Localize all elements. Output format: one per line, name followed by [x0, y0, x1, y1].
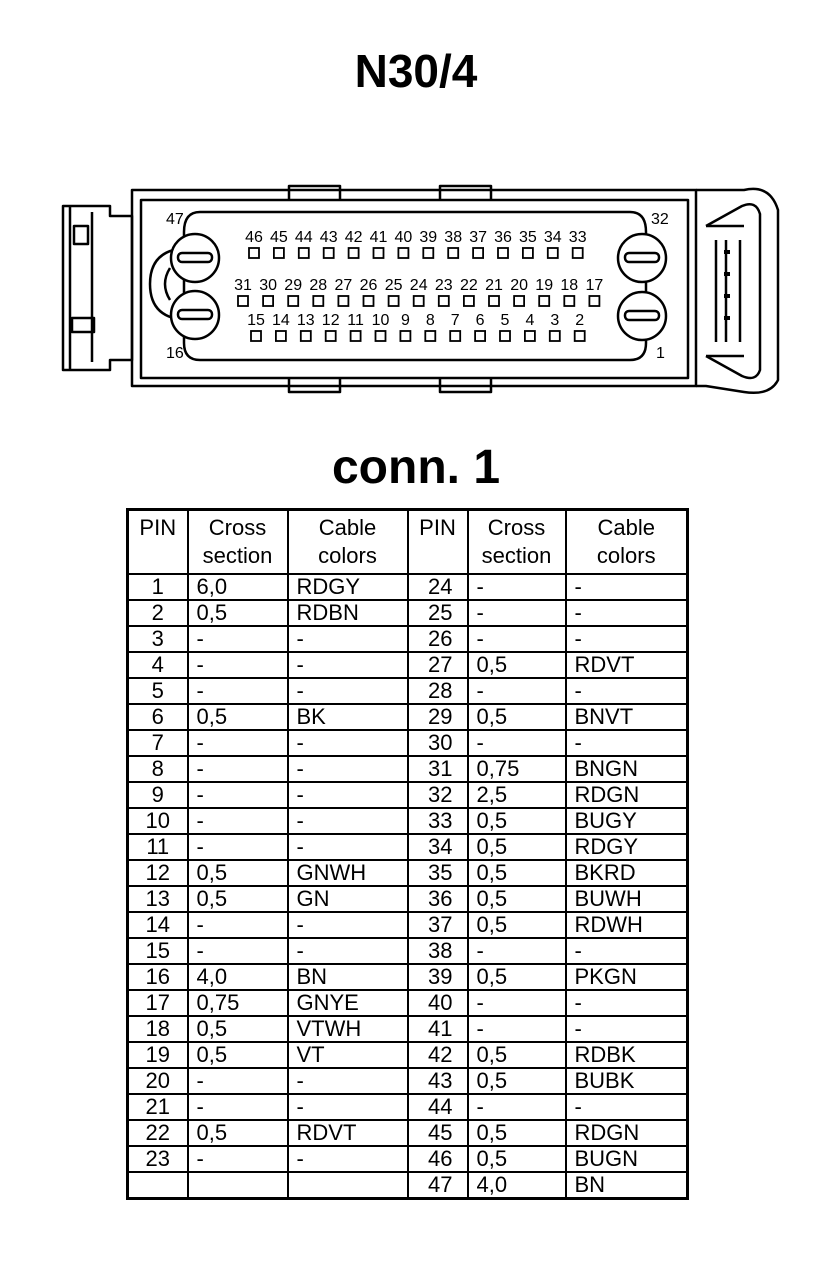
table-row — [128, 860, 688, 886]
cable-color-cell: - — [288, 652, 408, 678]
cable-color-cell: BN — [566, 1172, 688, 1199]
pin-label: 17 — [585, 277, 604, 294]
cross-section-cell: 0,5 — [468, 704, 566, 730]
pin-label: 34 — [543, 229, 562, 246]
pin-label: 2 — [575, 312, 585, 329]
pin-number-cell: 8 — [128, 756, 188, 782]
pin-number-cell: 2 — [128, 600, 188, 626]
pin-label: 14 — [272, 312, 290, 329]
page-title: N30/4 — [354, 45, 478, 97]
cross-section-cell: 0,5 — [468, 834, 566, 860]
pin-label: 3 — [550, 312, 560, 329]
cable-color-cell: - — [288, 808, 408, 834]
pin-label: 37 — [469, 229, 487, 246]
cross-section-cell: - — [188, 626, 288, 652]
pin-number-cell: 15 — [128, 938, 188, 964]
table-row — [128, 730, 688, 756]
cross-section-cell: 0,5 — [468, 1068, 566, 1094]
pin-number-cell: 33 — [408, 808, 468, 834]
cross-section-cell: - — [188, 808, 288, 834]
table-row — [128, 1172, 688, 1199]
pin-label: 45 — [270, 229, 288, 246]
cross-section-cell: 0,5 — [468, 912, 566, 938]
table-row — [128, 834, 688, 860]
connector-title: conn. 1 — [331, 441, 501, 494]
corner-label-1: 1 — [656, 345, 665, 362]
cable-color-cell: VTWH — [288, 1016, 408, 1042]
pin-contact — [398, 248, 408, 258]
pin-contact — [301, 331, 311, 341]
pin-contact — [525, 331, 535, 341]
header-pin: PIN — [408, 510, 468, 575]
cable-color-cell: - — [566, 938, 688, 964]
pin-contact — [539, 296, 549, 306]
pin-label: 15 — [247, 312, 265, 329]
pin-contact — [400, 331, 410, 341]
cable-color-cell: RDWH — [566, 912, 688, 938]
cable-color-cell: - — [288, 1068, 408, 1094]
cable-color-cell: GNYE — [288, 990, 408, 1016]
cable-color-cell: BUWH — [566, 886, 688, 912]
cable-color-cell: - — [288, 756, 408, 782]
pin-label: 20 — [510, 277, 528, 294]
cross-section-cell: - — [188, 1094, 288, 1120]
pin-number-cell: 11 — [128, 834, 188, 860]
cable-color-cell: RDVT — [288, 1120, 408, 1146]
cross-section-cell: 6,0 — [188, 574, 288, 600]
cross-section-cell: 0,5 — [468, 886, 566, 912]
pin-label: 5 — [500, 312, 510, 329]
pin-number-cell: 21 — [128, 1094, 188, 1120]
pin-label: 11 — [347, 312, 364, 329]
pin-number-cell: 47 — [408, 1172, 468, 1199]
pin-number-cell: 34 — [408, 834, 468, 860]
pin-contact — [550, 331, 560, 341]
pin-number-cell: 44 — [408, 1094, 468, 1120]
pin-contact — [249, 248, 259, 258]
pin-number-cell: 1 — [128, 574, 188, 600]
cross-section-cell: 0,5 — [468, 1120, 566, 1146]
pin-contact — [288, 296, 298, 306]
table-row — [128, 574, 688, 600]
pin-label: 26 — [359, 277, 378, 294]
pin-number-cell: 5 — [128, 678, 188, 704]
screw-bottom-right-icon — [618, 292, 666, 340]
cable-color-cell: - — [288, 912, 408, 938]
pin-contact — [326, 331, 336, 341]
cable-color-cell: BK — [288, 704, 408, 730]
pin-number-cell: 6 — [128, 704, 188, 730]
cable-color-cell: GNWH — [288, 860, 408, 886]
table-row — [128, 600, 688, 626]
pin-label: 31 — [234, 277, 252, 294]
pin-contact — [263, 296, 273, 306]
cross-section-cell: 0,75 — [468, 756, 566, 782]
cross-section-cell: - — [188, 730, 288, 756]
pin-contact — [389, 296, 399, 306]
pin-contact — [276, 331, 286, 341]
cable-color-cell: - — [288, 678, 408, 704]
pin-number-cell: 32 — [408, 782, 468, 808]
pin-label: 30 — [259, 277, 277, 294]
cross-section-cell: 4,0 — [468, 1172, 566, 1199]
pin-contact — [414, 296, 424, 306]
cross-section-cell: 0,5 — [188, 886, 288, 912]
cable-color-cell: - — [566, 678, 688, 704]
cable-color-cell: VT — [288, 1042, 408, 1068]
header-cable-colors: Cable colors — [566, 510, 688, 575]
cross-section-cell: 0,5 — [188, 1042, 288, 1068]
pin-label: 42 — [344, 229, 363, 246]
pin-label: 22 — [460, 277, 478, 294]
cross-section-cell: - — [468, 600, 566, 626]
cable-color-cell: RDGN — [566, 782, 688, 808]
cable-color-cell: - — [288, 938, 408, 964]
cable-color-cell: RDGN — [566, 1120, 688, 1146]
pin-label: 10 — [371, 312, 390, 329]
cross-section-cell: 0,5 — [468, 1042, 566, 1068]
pin-label: 9 — [400, 312, 410, 329]
pin-number-cell: 25 — [408, 600, 468, 626]
cross-section-cell: - — [468, 1094, 566, 1120]
pin-number-cell: 27 — [408, 652, 468, 678]
pin-label: 21 — [485, 277, 503, 294]
table-row — [128, 704, 688, 730]
pin-label: 33 — [568, 229, 587, 246]
pin-contact — [376, 331, 386, 341]
pin-contact — [564, 296, 574, 306]
pin-contact — [475, 331, 485, 341]
pin-label: 25 — [384, 277, 403, 294]
cable-color-cell: RDVT — [566, 652, 688, 678]
pin-number-cell: 39 — [408, 964, 468, 990]
cable-color-cell: - — [566, 600, 688, 626]
table-row — [128, 1042, 688, 1068]
cross-section-cell: - — [468, 678, 566, 704]
pin-number-cell: 42 — [408, 1042, 468, 1068]
cable-color-cell: BUBK — [566, 1068, 688, 1094]
cross-section-cell: 0,5 — [188, 860, 288, 886]
corner-label-32: 32 — [651, 211, 669, 228]
pin-number-cell: 37 — [408, 912, 468, 938]
cable-color-cell: RDGY — [288, 574, 408, 600]
header-cross-section: Cross section — [188, 510, 288, 575]
pin-contact — [575, 331, 585, 341]
pin-contact — [500, 331, 510, 341]
cross-section-cell: - — [468, 574, 566, 600]
corner-label-16: 16 — [166, 345, 184, 362]
pin-label: 36 — [494, 229, 512, 246]
table-row — [128, 1016, 688, 1042]
cross-section-cell: 2,5 — [468, 782, 566, 808]
pin-contact — [425, 331, 435, 341]
cross-section-cell: - — [188, 652, 288, 678]
pin-contact — [464, 296, 474, 306]
table-row — [128, 756, 688, 782]
cross-section-cell: 0,5 — [468, 808, 566, 834]
pin-number-cell: 7 — [128, 730, 188, 756]
cross-section-cell: 0,5 — [468, 1146, 566, 1172]
cable-color-cell: GN — [288, 886, 408, 912]
cable-color-cell: BNGN — [566, 756, 688, 782]
screw-top-left-icon — [171, 234, 219, 282]
table-row — [128, 1146, 688, 1172]
pin-contact — [450, 331, 460, 341]
cable-color-cell: - — [288, 1146, 408, 1172]
pin-label: 46 — [245, 229, 263, 246]
pin-contact — [448, 248, 458, 258]
cross-section-cell: 0,5 — [188, 600, 288, 626]
pin-number-cell: 14 — [128, 912, 188, 938]
cross-section-cell: - — [188, 756, 288, 782]
pin-number-cell: 18 — [128, 1016, 188, 1042]
pin-label: 18 — [560, 277, 579, 294]
pin-table-body — [128, 574, 688, 1199]
pin-label: 19 — [535, 277, 554, 294]
cable-color-cell: RDBN — [288, 600, 408, 626]
table-row — [128, 808, 688, 834]
table-row — [128, 1120, 688, 1146]
table-row — [128, 886, 688, 912]
cable-color-cell: BNVT — [566, 704, 688, 730]
screw-bottom-left-icon — [171, 291, 219, 339]
table-row — [128, 626, 688, 652]
pin-number-cell: 12 — [128, 860, 188, 886]
cross-section-cell: - — [188, 938, 288, 964]
pin-number-cell: 10 — [128, 808, 188, 834]
pin-contact — [299, 248, 309, 258]
cable-color-cell: - — [566, 626, 688, 652]
table-row — [128, 652, 688, 678]
pin-contact — [364, 296, 374, 306]
pin-number-cell: 19 — [128, 1042, 188, 1068]
pin-rows — [234, 229, 603, 341]
header-cable-colors: Cable colors — [288, 510, 408, 575]
pin-label: 27 — [334, 277, 353, 294]
cable-color-cell: BUGN — [566, 1146, 688, 1172]
cross-section-cell: - — [188, 1068, 288, 1094]
pin-table — [126, 508, 689, 1200]
table-row — [128, 1094, 688, 1120]
cable-color-cell: RDGY — [566, 834, 688, 860]
cable-color-cell: - — [288, 782, 408, 808]
cable-color-cell: - — [566, 574, 688, 600]
pin-number-cell: 23 — [128, 1146, 188, 1172]
pin-contact — [351, 331, 361, 341]
pin-number-cell: 22 — [128, 1120, 188, 1146]
cross-section-cell: - — [188, 782, 288, 808]
pin-label: 6 — [475, 312, 485, 329]
cross-section-cell: - — [188, 912, 288, 938]
cross-section-cell: - — [188, 834, 288, 860]
pin-contact — [423, 248, 433, 258]
pin-contact — [313, 296, 323, 306]
cable-color-cell: - — [288, 730, 408, 756]
pin-contact — [349, 248, 359, 258]
cross-section-cell: 0,5 — [468, 964, 566, 990]
right-lever — [696, 189, 778, 393]
pin-contact — [238, 296, 248, 306]
pin-number-cell: 13 — [128, 886, 188, 912]
cross-section-cell: 0,5 — [468, 652, 566, 678]
pin-number-cell: 43 — [408, 1068, 468, 1094]
cable-color-cell: BUGY — [566, 808, 688, 834]
pin-label: 40 — [394, 229, 413, 246]
pin-contact — [589, 296, 599, 306]
cross-section-cell: - — [188, 1146, 288, 1172]
cross-section-cell: - — [468, 938, 566, 964]
pin-number-cell: 9 — [128, 782, 188, 808]
cable-color-cell: PKGN — [566, 964, 688, 990]
pin-label: 23 — [434, 277, 453, 294]
pin-number-cell: 46 — [408, 1146, 468, 1172]
cross-section-cell: 0,5 — [188, 1016, 288, 1042]
table-row — [128, 964, 688, 990]
pin-contact — [489, 296, 499, 306]
table-row — [128, 1068, 688, 1094]
cable-color-cell: - — [566, 730, 688, 756]
pin-label: 29 — [284, 277, 303, 294]
cable-color-cell: BKRD — [566, 860, 688, 886]
cable-color-cell: RDBK — [566, 1042, 688, 1068]
pin-number-cell: 36 — [408, 886, 468, 912]
pin-number-cell: 41 — [408, 1016, 468, 1042]
table-row — [128, 782, 688, 808]
table-row — [128, 678, 688, 704]
cable-color-cell: BN — [288, 964, 408, 990]
pin-label: 35 — [519, 229, 537, 246]
pin-number-cell: 40 — [408, 990, 468, 1016]
pin-number-cell: 28 — [408, 678, 468, 704]
cross-section-cell: - — [468, 730, 566, 756]
connector-diagram — [0, 0, 832, 440]
pin-contact — [498, 248, 508, 258]
pin-contact — [548, 248, 558, 258]
pin-number-cell: 17 — [128, 990, 188, 1016]
pin-number-cell: 38 — [408, 938, 468, 964]
cable-color-cell: - — [566, 990, 688, 1016]
cross-section-cell: 0,5 — [188, 1120, 288, 1146]
table-row — [128, 938, 688, 964]
table-row — [128, 912, 688, 938]
pin-number-cell: 35 — [408, 860, 468, 886]
cross-section-cell: 0,5 — [468, 860, 566, 886]
cable-color-cell: - — [566, 1016, 688, 1042]
table-row — [128, 990, 688, 1016]
pin-number-cell: 20 — [128, 1068, 188, 1094]
screw-top-right-icon — [618, 234, 666, 282]
pin-number-cell — [128, 1172, 188, 1199]
pin-label: 12 — [321, 312, 340, 329]
cross-section-cell: 0,75 — [188, 990, 288, 1016]
pin-label: 13 — [296, 312, 315, 329]
pin-label: 24 — [409, 277, 428, 294]
pin-contact — [573, 248, 583, 258]
pin-contact — [251, 331, 261, 341]
pin-contact — [324, 248, 334, 258]
pin-number-cell: 3 — [128, 626, 188, 652]
pin-contact — [514, 296, 524, 306]
cross-section-cell: - — [188, 678, 288, 704]
cross-section-cell — [188, 1172, 288, 1199]
table-header-row — [128, 510, 688, 575]
cross-section-cell: - — [468, 1016, 566, 1042]
pin-contact — [439, 296, 449, 306]
pin-contact — [523, 248, 533, 258]
pin-contact — [374, 248, 384, 258]
pin-label: 4 — [525, 312, 535, 329]
pin-number-cell: 4 — [128, 652, 188, 678]
pin-label: 7 — [450, 312, 460, 329]
pin-label: 8 — [425, 312, 435, 329]
pin-contact — [473, 248, 483, 258]
pin-number-cell: 30 — [408, 730, 468, 756]
cable-color-cell — [288, 1172, 408, 1199]
pin-label: 43 — [319, 229, 338, 246]
cross-section-cell: - — [468, 990, 566, 1016]
header-cross-section: Cross section — [468, 510, 566, 575]
pin-label: 39 — [419, 229, 438, 246]
header-pin: PIN — [128, 510, 188, 575]
pin-number-cell: 26 — [408, 626, 468, 652]
cross-section-cell: 0,5 — [188, 704, 288, 730]
pin-number-cell: 29 — [408, 704, 468, 730]
pin-number-cell: 31 — [408, 756, 468, 782]
pin-label: 44 — [294, 229, 313, 246]
pin-contact — [274, 248, 284, 258]
cable-color-cell: - — [288, 626, 408, 652]
pin-number-cell: 24 — [408, 574, 468, 600]
cross-section-cell: - — [468, 626, 566, 652]
cable-color-cell: - — [566, 1094, 688, 1120]
pin-number-cell: 16 — [128, 964, 188, 990]
pin-label: 41 — [369, 229, 388, 246]
pin-label: 38 — [444, 229, 463, 246]
pin-contact — [338, 296, 348, 306]
cable-color-cell: - — [288, 1094, 408, 1120]
cross-section-cell: 4,0 — [188, 964, 288, 990]
pin-label: 28 — [309, 277, 328, 294]
corner-label-47: 47 — [166, 211, 184, 228]
cable-color-cell: - — [288, 834, 408, 860]
pin-number-cell: 45 — [408, 1120, 468, 1146]
